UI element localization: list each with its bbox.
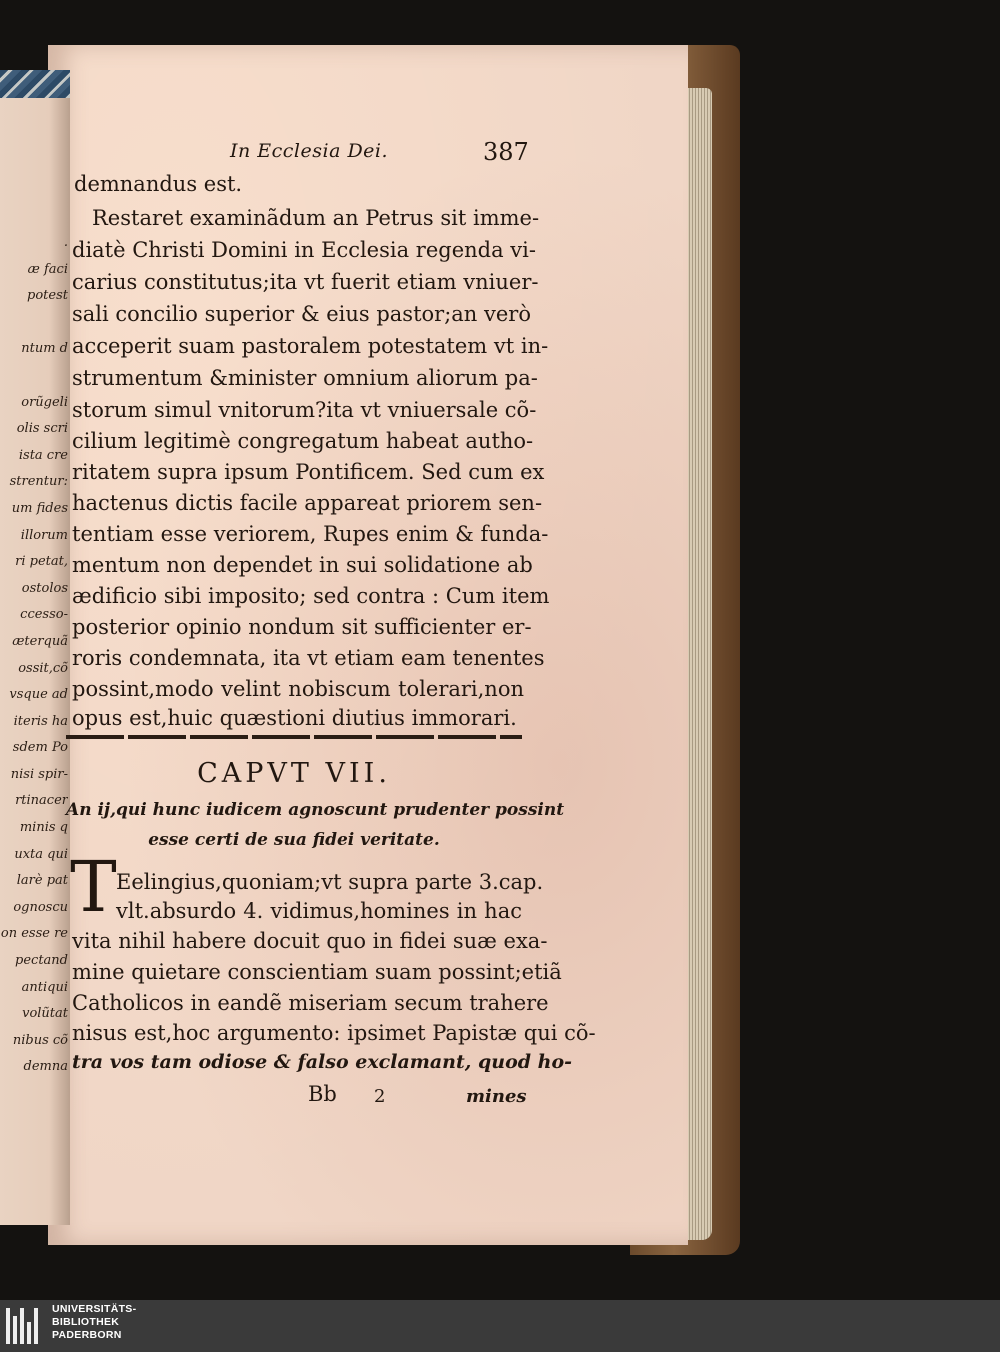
text-line: roris condemnata, ita vt etiam eam tenentes — [72, 646, 545, 670]
text-line: acceperit suam pastoralem potestatem vt in- — [72, 334, 549, 358]
text-line: strumentum &minister omnium aliorum pa- — [72, 366, 538, 390]
left-page-line: strentur: — [9, 474, 68, 490]
text-line: mine quietare conscientiam suam possint;etiã — [72, 960, 562, 984]
text-line: diatè Christi Domini in Ecclesia regenda vi- — [72, 238, 536, 262]
signature-number: 2 — [374, 1086, 386, 1107]
left-page-line: illorum — [20, 527, 68, 543]
library-name-line: PADERBORN — [52, 1329, 122, 1341]
text-line: tentiam esse veriorem, Rupes enim & funda- — [72, 522, 549, 546]
left-page-line: antiqui — [21, 979, 68, 995]
left-page-text — [0, 230, 68, 1081]
text-line: ritatem supra ipsum Pontificem. Sed cum ex — [72, 460, 545, 484]
left-page-line: olis scri — [16, 421, 68, 437]
text-line: storum simul vnitorum?ita vt vniuersale cõ- — [72, 398, 537, 422]
left-page-line: rtinacer — [15, 793, 68, 809]
text-line: sali concilio superior & eius pastor;an verò — [72, 302, 531, 326]
left-page-line: um fides — [11, 500, 68, 516]
text-line: Restaret examinãdum an Petrus sit imme- — [92, 206, 540, 230]
running-head: In Ecclesia Dei. — [230, 140, 389, 162]
left-page-line: vsque ad — [9, 687, 68, 703]
chapter-subtitle: An ij,qui hunc iudicem agnoscunt prudenter possint — [66, 800, 565, 820]
left-page-line — [0, 310, 68, 337]
library-name-line: BIBLIOTHEK — [52, 1316, 120, 1328]
signature-mark: Bb — [308, 1082, 337, 1106]
text-line: nisus est,hoc argumento: ipsimet Papistæ qui cõ- — [72, 1021, 596, 1045]
library-name — [52, 1303, 136, 1342]
left-page-line: pectand — [15, 953, 68, 969]
section-rule — [66, 735, 522, 739]
text-line: possint,modo velint nobiscum tolerari,non — [72, 677, 524, 701]
library-footer — [0, 1300, 1000, 1352]
text-line: tra vos tam odiose & falso exclamant, quod ho- — [72, 1051, 573, 1073]
left-page-line: ccesso- — [20, 607, 68, 623]
left-page-line: uxta qui — [14, 846, 68, 862]
text-line: Catholicos in eandẽ miseriam secum trahere — [72, 991, 549, 1015]
binding-headband — [0, 70, 70, 98]
left-page-line: ostolos — [21, 580, 68, 596]
text-line: ædificio sibi imposito; sed contra : Cum item — [72, 584, 550, 608]
library-logo-icon — [6, 1308, 42, 1344]
text-line: demnandus est. — [74, 172, 243, 196]
text-line: hactenus dictis facile appareat priorem sen- — [72, 491, 543, 515]
text-line: opus est,huic quæstioni diutius immorari. — [72, 706, 517, 730]
left-page-line: orũgeli — [21, 394, 68, 410]
left-page-line: æterquã — [12, 633, 68, 649]
left-page-line: nibus cõ — [12, 1032, 68, 1048]
left-page-line: potest — [27, 288, 68, 304]
chapter-subtitle: esse certi de sua fidei veritate. — [148, 830, 440, 850]
text-line: carius constitutus;ita vt fuerit etiam vniuer- — [72, 270, 539, 294]
left-page-line: volũtat — [22, 1006, 68, 1022]
left-page-line: larè pat — [16, 873, 68, 889]
left-page — [0, 85, 70, 1225]
text-line: posterior opinio nondum sit sufficienter er- — [72, 615, 532, 639]
left-page-line: nisi spir- — [10, 766, 68, 782]
left-page-line: æ faci — [27, 261, 68, 277]
left-page-line: on esse re — [0, 926, 68, 942]
left-page-line: ntum d — [21, 341, 68, 357]
left-page-line: . — [63, 235, 68, 250]
left-page-line: iteris ha — [13, 713, 68, 729]
left-page-line — [0, 363, 68, 390]
left-page-line: sdem Po — [12, 740, 68, 756]
chapter-title: CAPVT VII. — [197, 758, 391, 789]
text-line: vita nihil habere docuit quo in fidei suæ exa- — [72, 929, 548, 953]
left-page-line: ri petat, — [15, 554, 68, 570]
left-page-line: demna — [23, 1059, 68, 1075]
drop-cap: T — [70, 846, 117, 928]
left-page-line: ista cre — [18, 447, 68, 463]
text-line: vlt.absurdo 4. vidimus,homines in hac — [116, 899, 522, 923]
text-line: Eelingius,quoniam;vt supra parte 3.cap. — [116, 870, 544, 894]
left-page-line: ossit,cõ — [18, 660, 68, 676]
catchword: mines — [466, 1086, 527, 1107]
library-name-line: UNIVERSITÄTS- — [52, 1303, 137, 1315]
text-line: mentum non dependet in sui solidatione ab — [72, 553, 533, 577]
left-page-line: minis q — [19, 820, 68, 836]
page-number: 387 — [483, 138, 529, 166]
text-line: cilium legitimè congregatum habeat autho- — [72, 429, 534, 453]
left-page-line: ognoscu — [13, 899, 68, 915]
